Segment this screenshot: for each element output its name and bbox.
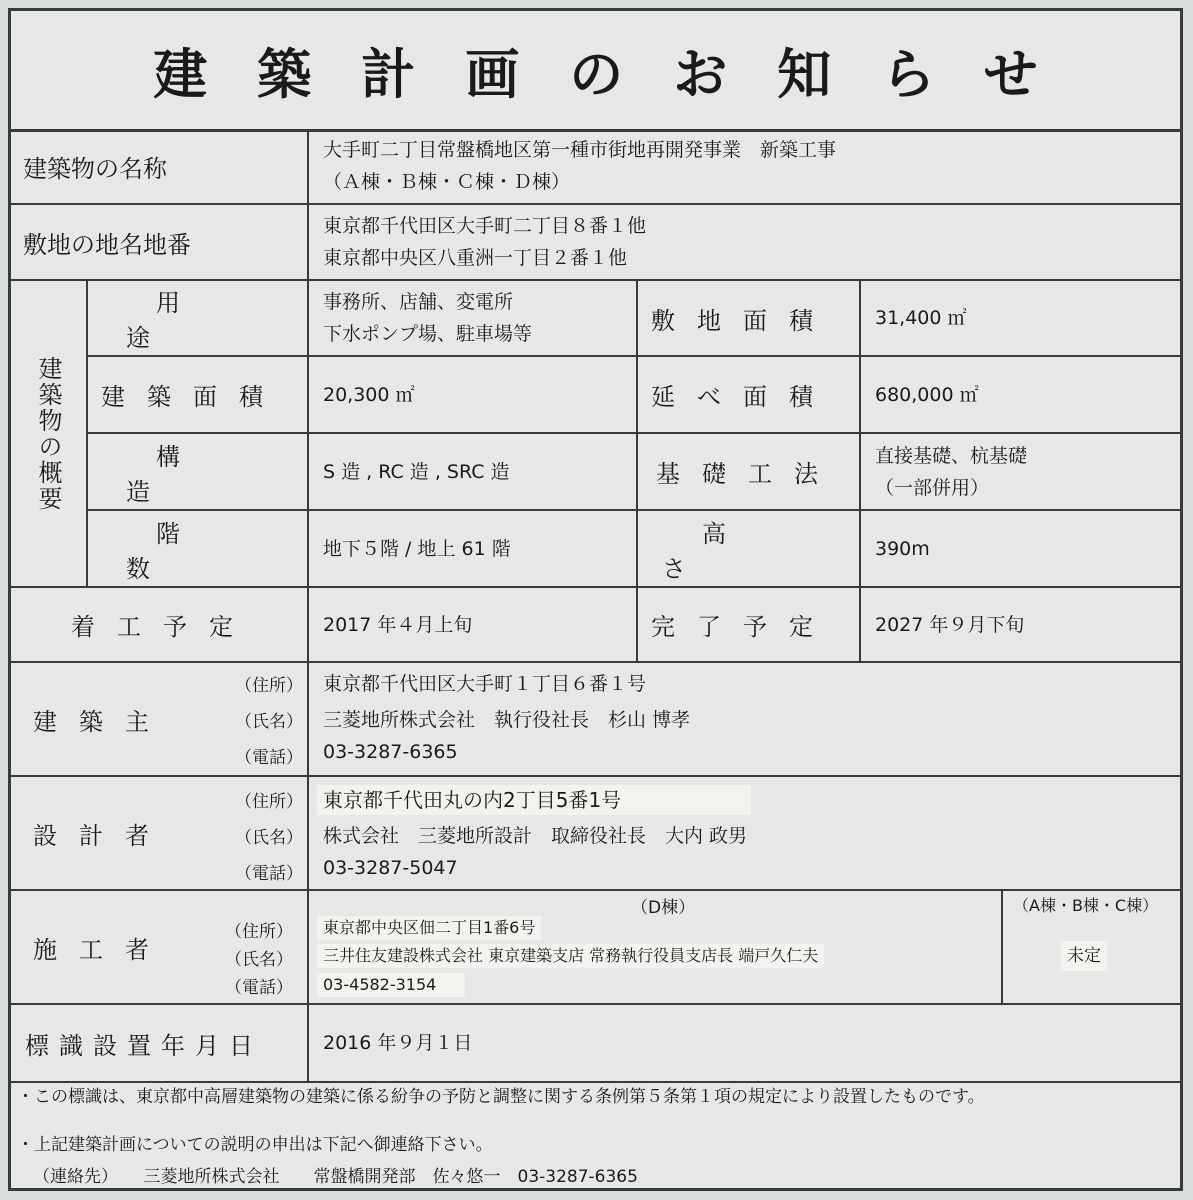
contractor-tel-label: （電話） — [225, 978, 293, 998]
completion-value: 2027 年９月下旬 — [875, 613, 1025, 636]
overview-label-cell — [11, 281, 86, 586]
completion-label: 完了予定 — [651, 613, 835, 641]
site-label: 敷地の地名地番 — [23, 230, 191, 259]
building-name-value — [323, 133, 1173, 199]
designer-name-label: （氏名） — [235, 828, 303, 848]
contact-line: （連絡先） 三菱地所株式会社 常盤橋開発部 佐々悠一 03-3287-6365 — [33, 1167, 638, 1187]
owner-name-label: （氏名） — [235, 712, 303, 732]
floors-value: 地下５階 / 地上 61 階 — [323, 537, 511, 560]
owner-tel-label: （電話） — [235, 748, 303, 768]
designer-tel: 03-3287-5047 — [323, 857, 458, 879]
contractor-d-tag: （D棟） — [631, 898, 696, 918]
floors-label: 階 数 — [126, 519, 264, 583]
foundation-line2: （一部併用） — [875, 476, 990, 499]
contractor-addr-label: （住所） — [225, 922, 293, 942]
note-1: ・この標識は、東京都中高層建築物の建築に係る紛争の予防と調整に関する条例第５条第１項の規定により設置したものです。 — [17, 1087, 985, 1107]
building-name-line1: 大手町二丁目常盤橋地区第一種市街地再開発事業 新築工事 — [323, 139, 837, 161]
contractor-abc-tag: （A棟・B棟・C棟） — [1013, 896, 1159, 915]
designer-tel-label: （電話） — [235, 864, 303, 884]
structure-label: 構 造 — [126, 442, 264, 506]
owner-address: 東京都千代田区大手町１丁目６番１号 — [323, 673, 647, 695]
contractor-abc-value: 未定 — [1061, 941, 1107, 971]
designer-address: 東京都千代田丸の内2丁目5番1号 — [317, 785, 751, 815]
use-value — [323, 281, 633, 355]
site-value — [323, 207, 1173, 277]
designer-label: 設計者 — [33, 821, 171, 850]
contractor-tel: 03-4582-3154 — [317, 973, 465, 997]
site-area-value: 31,400 ㎡ — [875, 307, 967, 329]
sign-date-label: 標識設置年月日 — [25, 1031, 263, 1060]
site-line2: 東京都中央区八重洲一丁目２番１他 — [323, 247, 628, 269]
floor-area-value: 680,000 ㎡ — [875, 383, 979, 406]
contractor-address: 東京都中央区佃二丁目1番6号 — [317, 916, 541, 940]
designer-addr-label: （住所） — [235, 792, 303, 812]
building-name-label: 建築物の名称 — [23, 154, 167, 183]
designer-name: 株式会社 三菱地所設計 取締役社長 大内 政男 — [323, 825, 748, 847]
building-area-value: 20,300 ㎡ — [323, 383, 415, 406]
height-value: 390m — [875, 537, 930, 560]
use-label: 用 途 — [126, 289, 264, 352]
structure-value: S 造 , RC 造 , SRC 造 — [323, 460, 510, 483]
owner-addr-label: （住所） — [235, 676, 303, 696]
foundation-value — [875, 434, 1175, 509]
owner-name: 三菱地所株式会社 執行役社長 杉山 博孝 — [323, 709, 691, 731]
foundation-label: 基礎工法 — [656, 460, 840, 488]
notice-board — [8, 8, 1183, 1191]
building-area-label: 建築面積 — [101, 383, 285, 411]
start-value: 2017 年４月上旬 — [323, 613, 473, 636]
owner-label: 建築主 — [33, 707, 171, 736]
note-2: ・上記建築計画についての説明の申出は下記へ御連絡下さい。 — [17, 1135, 493, 1155]
contractor-name: 三井住友建設株式会社 東京建築支店 常務執行役員支店長 端戸久仁夫 — [317, 944, 824, 968]
floor-area-label: 延べ面積 — [651, 383, 835, 411]
site-line1: 東京都千代田区大手町二丁目８番１他 — [323, 215, 647, 237]
owner-tel: 03-3287-6365 — [323, 741, 458, 763]
contractor-name-label: （氏名） — [225, 950, 293, 970]
contractor-label: 施工者 — [33, 935, 171, 964]
foundation-line1: 直接基礎、杭基礎 — [875, 444, 1028, 467]
start-label: 着工予定 — [71, 613, 255, 641]
overview-label: 建築物の概要 — [34, 355, 62, 512]
use-line2: 下水ポンプ場、駐車場等 — [323, 323, 533, 345]
site-area-label: 敷地面積 — [651, 306, 835, 335]
height-label: 高 さ — [662, 519, 830, 583]
notice-title: 建築計画のお知らせ — [11, 11, 1180, 132]
sign-date-value: 2016 年９月１日 — [323, 1032, 473, 1054]
use-line1: 事務所、店舗、変電所 — [323, 291, 514, 313]
building-name-line2: （Ａ棟・Ｂ棟・Ｃ棟・Ｄ棟） — [323, 171, 571, 193]
